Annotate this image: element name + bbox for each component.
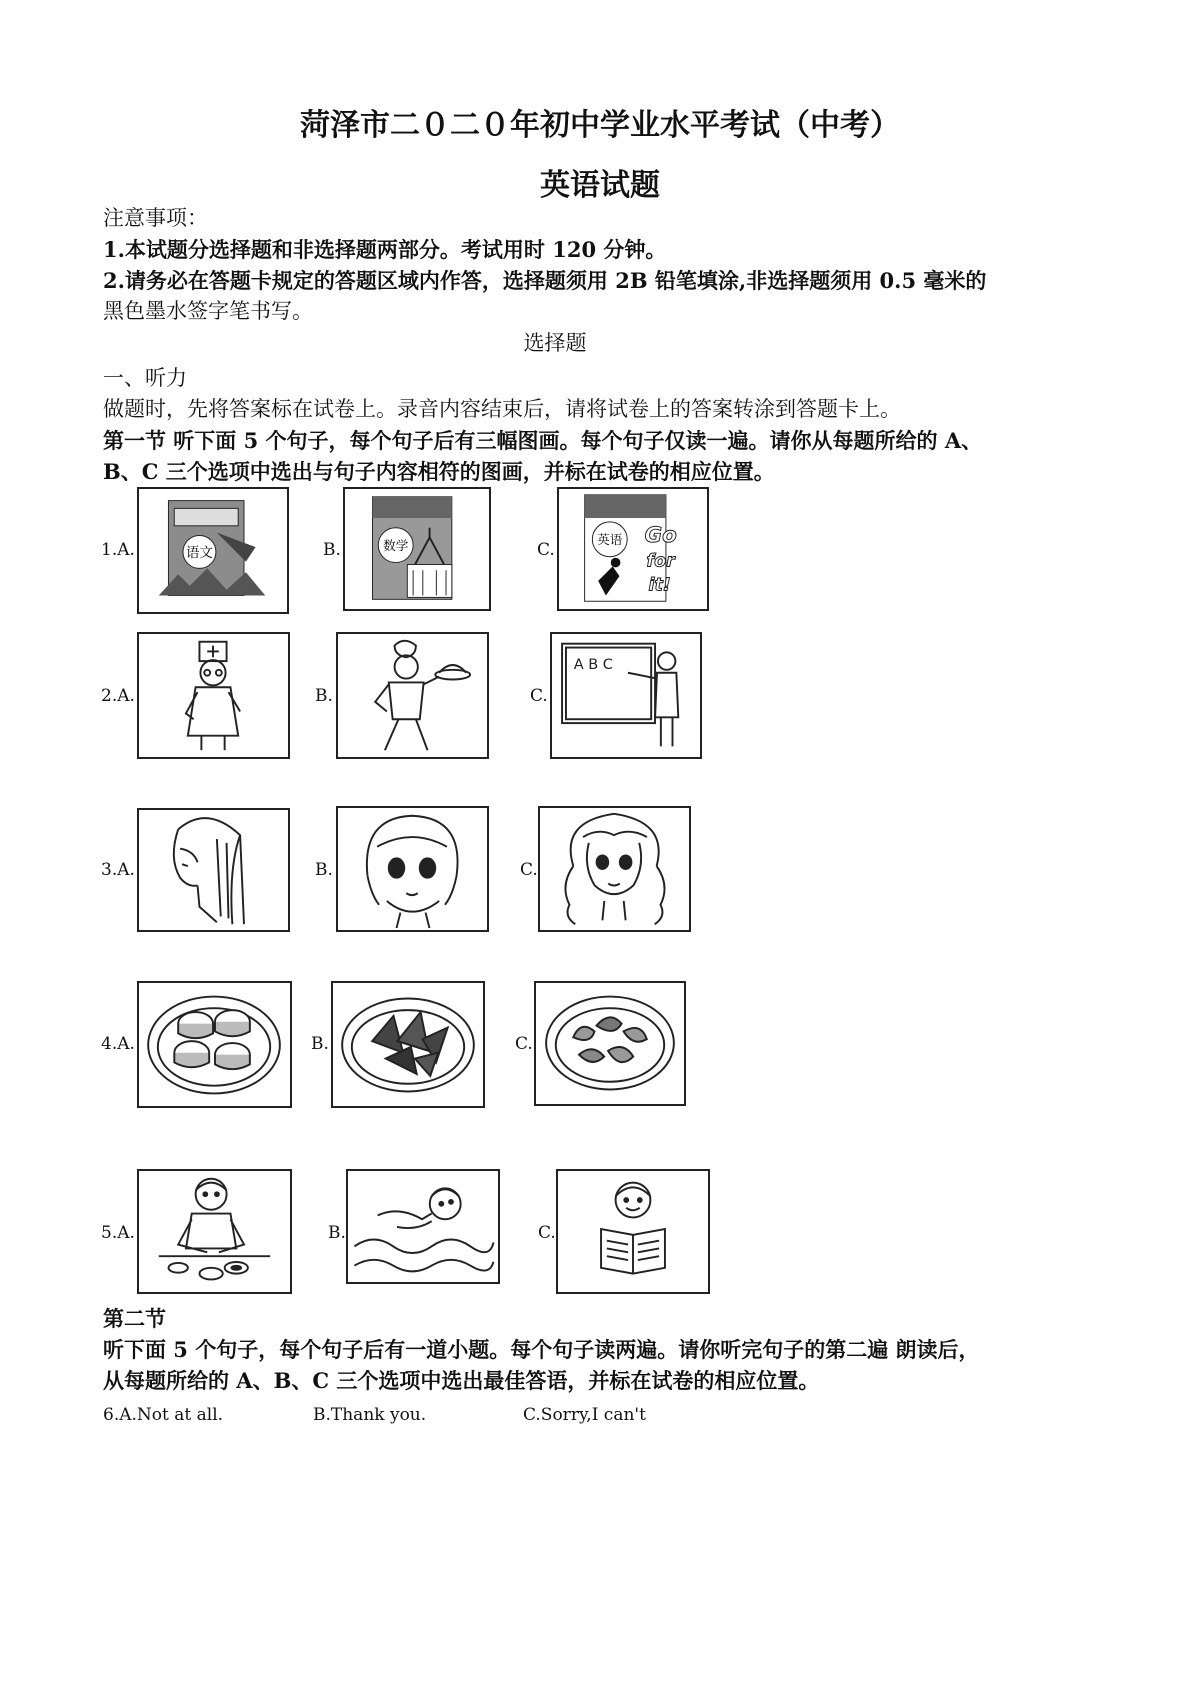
q2-c-board-text: A B C	[573, 656, 613, 673]
q6-option-c: C.Sorry,I can't	[523, 1405, 646, 1425]
page-subtitle: 英语试题	[540, 168, 660, 203]
page-title: 菏泽市二０二０年初中学业水平考试（中考）	[300, 108, 900, 143]
q3-option-b-image[interactable]	[336, 806, 489, 932]
svg-text:for: for	[646, 551, 675, 572]
notes-heading: 注意事项：	[103, 206, 208, 230]
q4-option-b-label: B.	[311, 1034, 329, 1054]
svg-text:Go: Go	[644, 523, 677, 549]
q1-b-book-title: 数学	[383, 537, 409, 553]
q5-option-b-label: B.	[328, 1223, 346, 1243]
section-choice-title: 选择题	[523, 331, 587, 355]
svg-text:it!: it!	[648, 575, 671, 596]
q2-option-b-image[interactable]	[336, 632, 489, 759]
q5-option-a-label: 5.A.	[101, 1223, 135, 1243]
q4-option-c-image[interactable]	[534, 981, 686, 1106]
q1-option-a-label: 1.A.	[101, 540, 135, 560]
part2-line-1: 听下面 5 个句子，每个句子后有一道小题。每个句子读两遍。请你听完句子的第二遍 朗读后，	[103, 1337, 980, 1362]
q6-option-b: B.Thank you.	[313, 1405, 427, 1425]
part2-heading: 第二节	[103, 1306, 166, 1331]
q4-option-a-image[interactable]	[137, 981, 292, 1108]
part1-line-2: B、C 三个选项中选出与句子内容相符的图画，并标在试卷的相应位置。	[103, 459, 775, 484]
q3-option-b-label: B.	[315, 860, 333, 880]
q2-option-c-image[interactable]	[550, 632, 702, 759]
q5-option-c-label: C.	[538, 1223, 556, 1243]
q2-option-c-label: C.	[530, 686, 548, 706]
q4-option-c-label: C.	[515, 1034, 533, 1054]
q5-option-a-image[interactable]	[137, 1169, 292, 1294]
part2-line-2: 从每题所给的 A、B、C 三个选项中选出最佳答语，并标在试卷的相应位置。	[103, 1368, 820, 1393]
q3-option-c-image[interactable]	[538, 806, 691, 932]
q4-option-b-image[interactable]	[331, 981, 485, 1108]
notes-item-2-line-1: 2.请务必在答题卡规定的答题区域内作答，选择题须用 2B 铅笔填涂,非选择题须用 0.5 毫米的	[103, 268, 987, 293]
q1-option-b-image[interactable]	[343, 487, 491, 611]
q6-option-a: 6.A.Not at all.	[103, 1405, 224, 1425]
q1-option-c-label: C.	[537, 540, 555, 560]
listening-instruction: 做题时，先将答案标在试卷上。录音内容结束后，请将试卷上的答案转涂到答题卡上。	[103, 397, 901, 421]
q4-option-a-label: 4.A.	[101, 1034, 135, 1054]
q1-a-book-title: 语文	[185, 544, 213, 561]
q1-option-a-image[interactable]	[137, 487, 289, 614]
q3-option-c-label: C.	[520, 860, 538, 880]
q2-option-a-image[interactable]	[137, 632, 290, 759]
notes-item-1: 1.本试题分选择题和非选择题两部分。考试用时 120 分钟。	[103, 237, 667, 262]
q1-option-b-label: B.	[323, 540, 341, 560]
q3-option-a-image[interactable]	[137, 808, 290, 932]
q5-option-b-image[interactable]	[346, 1169, 500, 1284]
q2-option-b-label: B.	[315, 686, 333, 706]
listening-heading: 一、听力	[103, 366, 187, 390]
notes-item-2-line-2: 黑色墨水签字笔书写。	[103, 299, 313, 323]
q1-c-book-title: 英语	[597, 532, 623, 548]
part1-line-1: 第一节 听下面 5 个句子，每个句子后有三幅图画。每个句子仅读一遍。请你从每题所给的 A、	[103, 428, 983, 453]
q1-option-c-image[interactable]	[557, 487, 709, 611]
q3-option-a-label: 3.A.	[101, 860, 135, 880]
q2-option-a-label: 2.A.	[101, 686, 135, 706]
q5-option-c-image[interactable]	[556, 1169, 710, 1294]
